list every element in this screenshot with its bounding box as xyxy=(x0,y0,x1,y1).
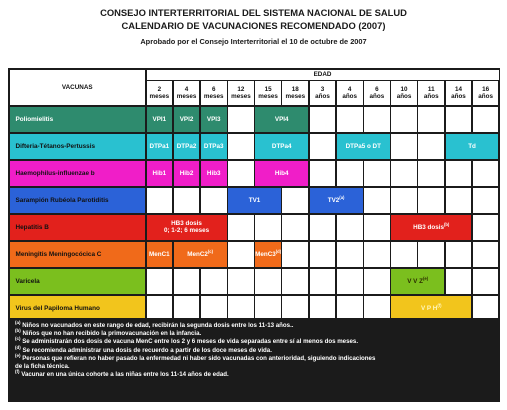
age-unit: años xyxy=(315,93,330,100)
dose-block xyxy=(201,161,227,187)
age-number: 6 xyxy=(211,86,216,93)
age-number: 2 xyxy=(157,86,162,93)
age-column-header xyxy=(255,81,281,105)
dose-block xyxy=(201,107,227,133)
empty-age-cell xyxy=(310,215,336,241)
age-unit: meses xyxy=(231,93,251,100)
empty-age-cell xyxy=(364,242,390,268)
vaccine-name: Varicela xyxy=(10,269,146,295)
footnote-text: Se recomienda administrar una dosis de recuerdo a partir de los doce meses de vida. xyxy=(20,346,272,354)
empty-age-cell xyxy=(310,107,336,133)
dose-block xyxy=(446,134,499,160)
age-column-header xyxy=(337,81,363,105)
empty-age-cell xyxy=(147,269,173,295)
dose-footnote-mark: (f) xyxy=(437,302,442,308)
dose-footnote-mark: (d) xyxy=(275,248,282,254)
empty-age-cell xyxy=(364,269,390,295)
empty-age-cell xyxy=(310,134,336,160)
empty-age-cell xyxy=(310,161,336,187)
age-number: 18 xyxy=(291,86,299,93)
dose-block xyxy=(255,107,308,133)
footnote-mark: (b) xyxy=(15,328,21,334)
dose-label: DTPa5 o DT xyxy=(345,142,381,150)
page-title: CONSEJO INTERTERRITORIAL DEL SISTEMA NACIONAL DE SALUD xyxy=(100,7,407,18)
age-column-header xyxy=(473,81,499,105)
empty-age-cell xyxy=(255,215,281,241)
age-column-header xyxy=(446,81,472,105)
dose-block xyxy=(174,107,200,133)
dose-label: HB3 dosis$^{(b)}$ xyxy=(413,221,450,231)
vaccine-name: Sarampión Rubéola Parotiditis xyxy=(10,188,146,214)
empty-age-cell xyxy=(391,188,417,214)
calendar-title: CALENDARIO DE VACUNACIONES RECOMENDADO (2007) xyxy=(121,20,386,31)
dose-block xyxy=(201,134,227,160)
dose-block xyxy=(147,215,227,241)
footnote-mark: (a) xyxy=(15,319,21,325)
dose-block xyxy=(147,107,173,133)
dose-label: VPI3 xyxy=(206,115,221,123)
dose-block xyxy=(391,215,471,241)
empty-age-cell xyxy=(174,188,200,214)
vaccination-schedule-table xyxy=(8,68,500,318)
empty-age-cell xyxy=(337,242,363,268)
age-number: 12 xyxy=(237,86,245,93)
dose-label: Hib2 xyxy=(179,169,194,177)
age-unit: años xyxy=(451,93,466,100)
dose-block xyxy=(174,134,200,160)
empty-age-cell xyxy=(310,242,336,268)
vaccine-name: Poliomielitis xyxy=(10,107,146,133)
dose-footnote-mark: (e) xyxy=(422,275,429,281)
dose-label: DTPa3 xyxy=(203,142,224,150)
dose-block xyxy=(228,188,281,214)
dose-footnote-mark: (b) xyxy=(443,221,450,227)
dose-label: Hib1 xyxy=(152,169,167,177)
footnote-text: de la ficha técnica. xyxy=(15,363,70,371)
age-unit: años xyxy=(478,93,493,100)
dose-label: DTPa4 xyxy=(271,142,292,150)
empty-age-cell xyxy=(174,269,200,295)
empty-age-cell xyxy=(418,188,444,214)
footnote-text: Personas que refieran no haber pasado la enfermedad ni haber sido vacunadas con anterioridad, siguiendo indicaciones xyxy=(20,354,376,362)
empty-age-cell xyxy=(337,215,363,241)
empty-age-cell xyxy=(310,269,336,295)
empty-age-cell xyxy=(282,242,308,268)
empty-age-cell xyxy=(228,161,254,187)
empty-age-cell xyxy=(418,242,444,268)
empty-age-cell xyxy=(201,188,227,214)
dose-block xyxy=(174,161,200,187)
footnote-text: Se administrarán dos dosis de vacuna MenC entre los 2 y 6 meses de vida separadas entre sí al menos dos meses. xyxy=(20,338,359,346)
dose-label: VPI1 xyxy=(152,115,167,123)
age-unit: meses xyxy=(285,93,306,100)
footnote-mark: (c) xyxy=(15,336,21,342)
footnote-line xyxy=(15,352,494,363)
empty-age-cell xyxy=(473,215,499,241)
empty-age-cell xyxy=(418,134,444,160)
dose-label: V P $H^{(f)}$ xyxy=(420,302,442,312)
empty-age-cell xyxy=(391,107,417,133)
age-unit: años xyxy=(342,93,358,100)
dose-label: VPI4 xyxy=(274,115,289,123)
dose-label: Hib4 xyxy=(274,169,289,177)
empty-age-cell xyxy=(473,242,499,268)
dose-label: VPI2 xyxy=(179,115,194,123)
empty-age-cell xyxy=(364,107,390,133)
footnote-text: Niños no vacunados en este rango de edad, recibirán la segunda dosis entre los 11-13 años.. xyxy=(20,322,294,329)
empty-age-cell xyxy=(364,161,390,187)
age-number: 10 xyxy=(400,86,408,93)
empty-age-cell xyxy=(473,107,499,133)
dose-label: HB3 dosis xyxy=(171,220,202,228)
age-column-header xyxy=(174,81,200,105)
dose-block xyxy=(147,134,173,160)
empty-age-cell xyxy=(255,269,281,295)
age-column-header xyxy=(310,81,336,105)
dose-label: DTPa1 xyxy=(149,142,170,150)
age-number: 15 xyxy=(264,86,272,93)
empty-age-cell xyxy=(473,161,499,187)
empty-age-cell xyxy=(391,134,417,160)
age-number: 4 xyxy=(347,86,352,93)
dose-label: DTPa2 xyxy=(176,142,197,150)
empty-age-cell xyxy=(418,107,444,133)
dose-footnote-mark: (a) xyxy=(339,194,345,200)
age-number: 4 xyxy=(184,86,189,93)
footnote-line xyxy=(15,371,494,379)
empty-age-cell xyxy=(228,242,254,268)
age-column-header xyxy=(391,81,417,105)
dose-label: MenC1 xyxy=(149,250,170,258)
empty-age-cell xyxy=(228,107,254,133)
age-unit: años xyxy=(396,93,412,100)
dose-label-detail: 0; 1-2; 6 meses xyxy=(163,227,210,235)
age-column-header xyxy=(228,81,254,105)
footnote-mark: (e) xyxy=(15,352,21,358)
footnote-text: Niños que no han recibido la primovacunación en la infancia. xyxy=(20,330,202,338)
vaccine-name: Difteria-Tétanos-Pertussis xyxy=(10,134,146,160)
age-column-header xyxy=(201,81,227,105)
dose-block xyxy=(147,161,173,187)
dose-label: Hib3 xyxy=(206,169,221,177)
empty-age-cell xyxy=(364,215,390,241)
vacunas-header: VACUNAS xyxy=(10,70,146,106)
age-unit: meses xyxy=(203,93,224,100)
vaccine-name: Meningitis Meningocócica C xyxy=(10,242,146,268)
dose-footnote-mark: (c) xyxy=(207,248,214,254)
dose-block xyxy=(255,134,308,160)
vaccine-name: Virus del Papiloma Humano xyxy=(10,296,146,322)
dose-label: MenC2$^{(c)}$ xyxy=(187,248,214,258)
footnote-line xyxy=(15,319,494,330)
dose-block xyxy=(255,242,281,268)
age-number: 16 xyxy=(482,86,490,93)
empty-age-cell xyxy=(418,161,444,187)
empty-age-cell xyxy=(228,134,254,160)
empty-age-cell xyxy=(201,269,227,295)
dose-block xyxy=(174,242,227,268)
dose-block xyxy=(310,188,363,214)
age-number: 11 xyxy=(427,86,435,93)
age-unit: años xyxy=(423,93,439,100)
empty-age-cell xyxy=(337,161,363,187)
age-column-header xyxy=(418,81,444,105)
empty-age-cell xyxy=(446,269,472,295)
age-unit: meses xyxy=(176,93,197,100)
age-unit: años xyxy=(369,93,385,100)
empty-age-cell xyxy=(446,161,472,187)
footnote-text: Vacunar en una única cohorte a las niñas entre los 11-14 años de edad. xyxy=(19,371,229,379)
dose-label: Td xyxy=(468,142,476,150)
age-column-header xyxy=(364,81,390,105)
footnote-line xyxy=(15,344,494,355)
age-column-header xyxy=(282,81,308,105)
footnote-mark: (d) xyxy=(15,344,21,350)
dose-label: MenC3$^{(d)}$ xyxy=(255,248,282,258)
footnote-line xyxy=(15,338,494,346)
age-unit: meses xyxy=(258,93,278,100)
footnote-line xyxy=(15,363,494,371)
empty-age-cell xyxy=(282,188,308,214)
empty-age-cell xyxy=(228,215,254,241)
empty-age-cell xyxy=(147,188,173,214)
dose-label: TV2$^{(a)}$ xyxy=(327,194,345,204)
dose-block xyxy=(337,134,390,160)
empty-age-cell xyxy=(446,107,472,133)
empty-age-cell xyxy=(446,242,472,268)
empty-age-cell xyxy=(364,188,390,214)
dose-block xyxy=(255,161,308,187)
age-column-header xyxy=(147,81,173,105)
age-number: 6 xyxy=(375,86,379,93)
age-number: 14 xyxy=(454,86,462,93)
approval-subtitle: Aprobado por el Consejo Interterritorial el 10 de octubre de 2007 xyxy=(140,37,367,46)
dose-label: V V $Z^{(e)}$ xyxy=(407,275,429,285)
age-unit: meses xyxy=(149,93,170,100)
empty-age-cell xyxy=(473,269,499,295)
empty-age-cell xyxy=(391,242,417,268)
empty-age-cell xyxy=(446,188,472,214)
empty-age-cell xyxy=(391,161,417,187)
empty-age-cell xyxy=(282,269,308,295)
vaccine-name: Haemophilus-influenzae b xyxy=(10,161,146,187)
dose-block xyxy=(147,242,173,268)
edad-header: EDAD xyxy=(147,70,499,80)
footnotes xyxy=(8,318,500,402)
empty-age-cell xyxy=(282,215,308,241)
empty-age-cell xyxy=(337,269,363,295)
empty-age-cell xyxy=(473,188,499,214)
dose-block xyxy=(391,269,444,295)
dose-label: TV1 xyxy=(248,196,261,204)
empty-age-cell xyxy=(337,107,363,133)
age-number: 3 xyxy=(320,86,325,93)
vaccine-name: Hepatitis B xyxy=(10,215,146,241)
empty-age-cell xyxy=(228,269,254,295)
footnote-mark: (f) xyxy=(15,369,20,375)
